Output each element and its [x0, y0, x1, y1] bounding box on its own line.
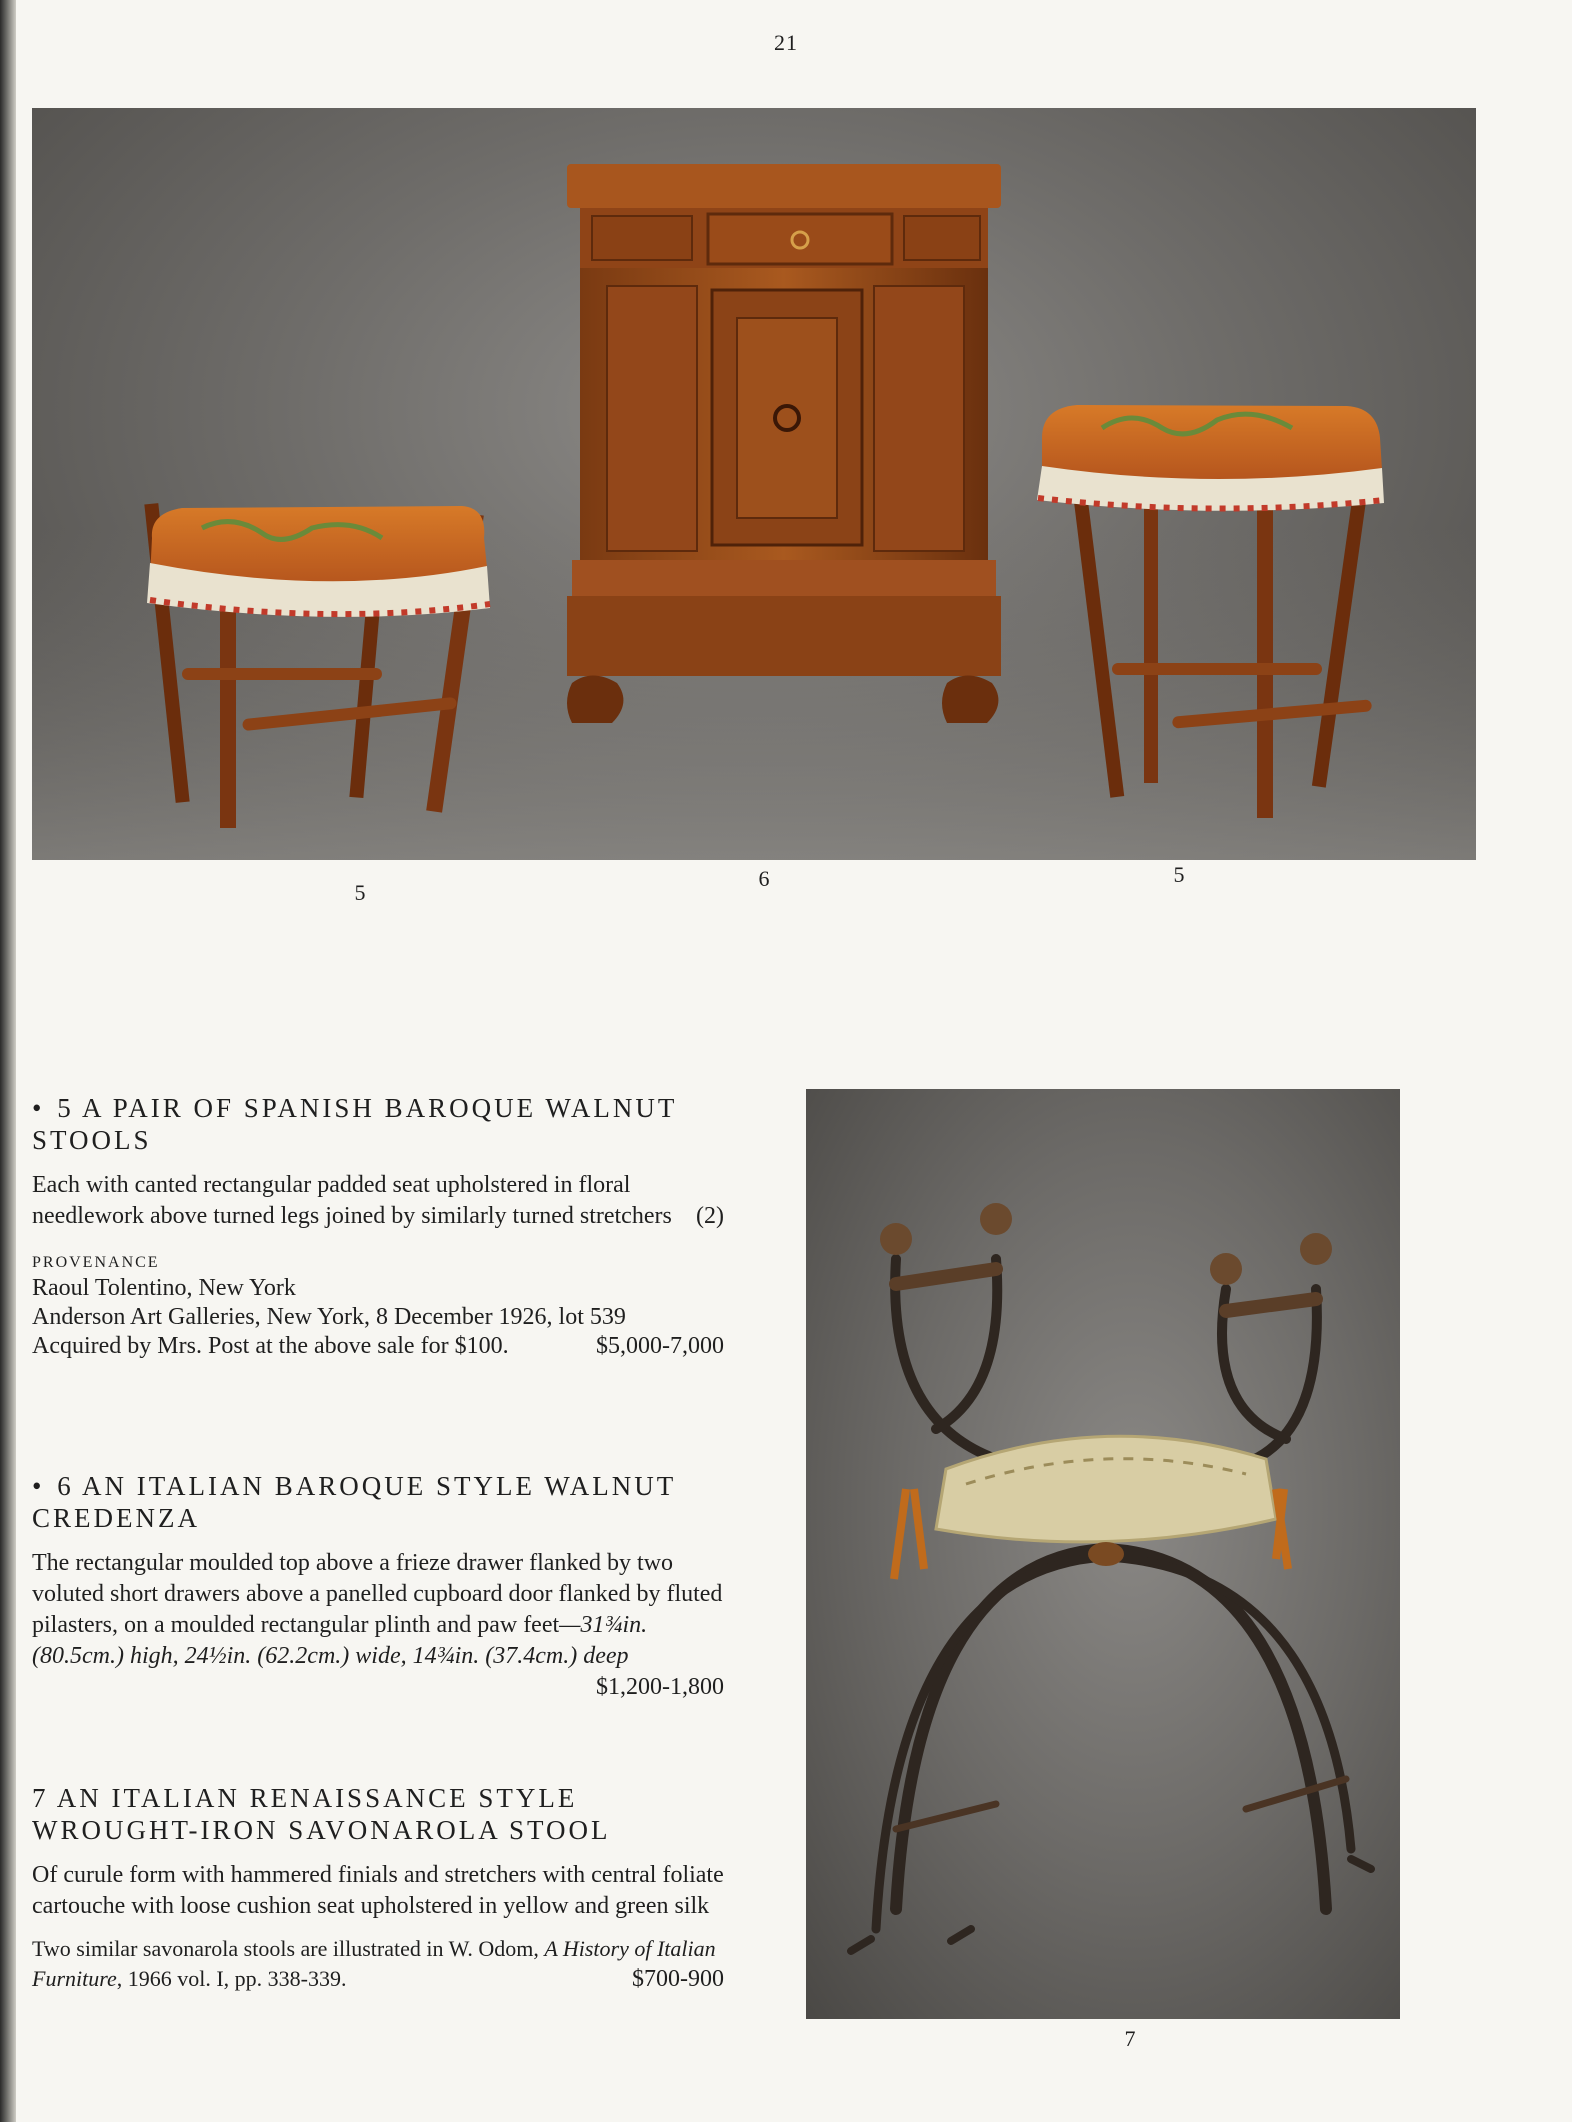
lot-bullet: •: [32, 1471, 42, 1501]
lot-title: [32, 1782, 724, 1846]
note-text: , 1966 vol. I, pp. 338-339.: [116, 1966, 347, 1991]
provenance-line: Anderson Art Galleries, New York, 8 December 1926, lot 539: [32, 1304, 626, 1330]
book-spine-shadow: [0, 0, 16, 2122]
photo-caption-lot-6: 6: [758, 866, 770, 891]
lot-description-text: The rectangular moulded top above a frieze drawer flanked by two voluted short drawers above a panelled cupboard door flanked by fluted pilasters, on a moulded rectangular plinth and paw feet: [32, 1550, 723, 1638]
lot-title-text: A PAIR OF SPANISH BAROQUE WALNUT STOOLS: [32, 1093, 677, 1155]
lot-description: Of curule form with hammered finials and stretchers with central foliate cartouche with loose cushion seat upholstered in yellow and green silk: [32, 1862, 724, 1919]
savonarola-stool: [851, 1259, 1371, 1951]
page-number: 21: [774, 30, 798, 55]
note-book-title: A History of Italian Furniture: [32, 1936, 716, 1991]
photo-caption-lot-5-left: 5: [354, 880, 366, 905]
lot-quantity: (2): [696, 1203, 724, 1229]
note-text: Two similar savonarola stools are illustrated in W. Odom,: [32, 1936, 545, 1961]
lot-description-text: Each with canted rectangular padded seat upholstered in floral needlework above turned legs joined by similarly turned stretchers: [32, 1172, 672, 1229]
photo-caption-lot-7: 7: [1124, 2026, 1136, 2051]
lot-title: [32, 1470, 724, 1534]
lot-description: [32, 1170, 724, 1232]
lot-dimensions: —31¾in. (80.5cm.) high, 24½in. (62.2cm.) wide, 14¾in. (37.4cm.) deep: [32, 1612, 648, 1669]
furniture-photo-stools-credenza: [32, 108, 1476, 860]
lot-estimate: $1,200-1,800: [596, 1674, 724, 1700]
lot-title-text: AN ITALIAN RENAISSANCE STYLE WROUGHT-IRON SAVONAROLA STOOL: [32, 1783, 611, 1845]
lot-description: [32, 1548, 724, 1700]
lot-title-text: AN ITALIAN BAROQUE STYLE WALNUT CREDENZA: [32, 1471, 676, 1533]
lot-6: [32, 1470, 724, 1703]
credenza: [567, 164, 1001, 723]
lot-estimate: $700-900: [632, 1966, 724, 1992]
lot-title: [32, 1092, 724, 1156]
lot-5: [32, 1092, 724, 1361]
lot-number: 7: [32, 1783, 49, 1813]
provenance-line: [32, 1332, 724, 1361]
provenance-line: Raoul Tolentino, New York: [32, 1275, 296, 1301]
lot-number: 5: [57, 1093, 74, 1123]
lot-number: 6: [57, 1471, 74, 1501]
photo-caption-lot-5-right: 5: [1173, 862, 1185, 887]
provenance-heading: PROVENANCE: [32, 1254, 160, 1271]
lot-bullet: •: [32, 1093, 42, 1123]
lot-estimate: $5,000-7,000: [596, 1333, 724, 1359]
provenance-line-text: Acquired by Mrs. Post at the above sale for $100.: [32, 1333, 509, 1359]
savonarola-stool-photo: [806, 1089, 1400, 2019]
lot-literature-note: [32, 1934, 724, 1994]
lot-7: [32, 1782, 724, 1994]
